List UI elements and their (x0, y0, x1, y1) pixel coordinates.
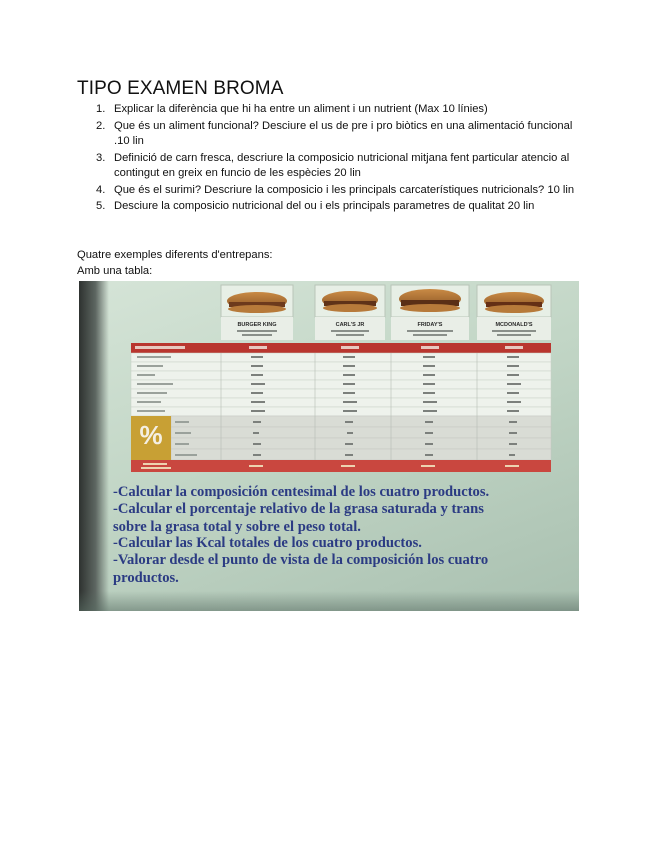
brand-label: CARL'S JR (335, 322, 365, 328)
column-header-cell (391, 317, 469, 340)
product-card-fridays (391, 285, 469, 317)
exercise-line: -Calcular las Kcal totales de los cuatro productos. (113, 534, 422, 551)
question-item (77, 199, 577, 215)
question-text: Que és el surimi? Descriure la composicio i les principals carcaterístiques nutricionals? 10 lin (114, 183, 575, 196)
question-number: 1. (96, 103, 106, 115)
exercise-line: sobre la grasa total y sobre el peso total. (113, 518, 361, 535)
question-item (77, 119, 577, 150)
question-number: 2. (96, 119, 106, 132)
question-list (77, 102, 577, 216)
question-text: Definició de carn fresca, descriure la composicio nutricional mitjana fent particular atencio al contingut en greix en funcio de les espècies 20 lin (114, 151, 570, 179)
exercise-line: -Valorar desde el punto de vista de la composición los cuatro (113, 552, 489, 569)
exercise-text (113, 484, 568, 586)
intro-line: Quatre exemples diferents d'entrepans: (77, 249, 273, 261)
question-text: Que és un aliment funcional? Desciure el us de pre i pro biòtics en una alimentació funcional .10 lin (114, 119, 573, 147)
product-card-mcdonalds (477, 285, 551, 317)
brand-label: MCDONALD'S (495, 322, 533, 328)
question-text: Explicar la diferència que hi ha entre un aliment i un nutrient (Max 10 línies) (114, 103, 488, 115)
nutrition-table (131, 343, 551, 472)
column-header-cell (315, 317, 385, 340)
column-header-cell (221, 317, 293, 340)
intro-text (77, 248, 273, 279)
question-number: 4. (96, 183, 106, 196)
product-card-carls-jr (315, 285, 385, 317)
product-card-burger-king (221, 285, 293, 317)
question-item (77, 183, 577, 199)
question-text: Desciure la composicio nutricional del ou i els principals parametres de qualitat 20 lin (114, 200, 535, 212)
question-item (77, 102, 577, 118)
exercise-line: productos. (113, 569, 179, 586)
exercise-line: -Calcular el porcentaje relativo de la grasa saturada y trans (113, 501, 484, 518)
nutrition-table-photo (79, 281, 579, 611)
intro-line: Amb una tabla: (77, 264, 153, 277)
brand-label: BURGER KING (237, 322, 277, 328)
brand-label: FRIDAY'S (417, 322, 443, 328)
exercise-line: -Calcular la composición centesimal de los cuatro productos. (113, 484, 490, 500)
question-number: 5. (96, 200, 106, 212)
percent-symbol: % (139, 420, 163, 450)
question-item (77, 151, 577, 182)
photo-shadow (79, 591, 579, 611)
question-number: 3. (96, 151, 106, 164)
document-title: TIPO EXAMEN BROMA (77, 78, 284, 99)
column-header-cell (477, 317, 551, 340)
